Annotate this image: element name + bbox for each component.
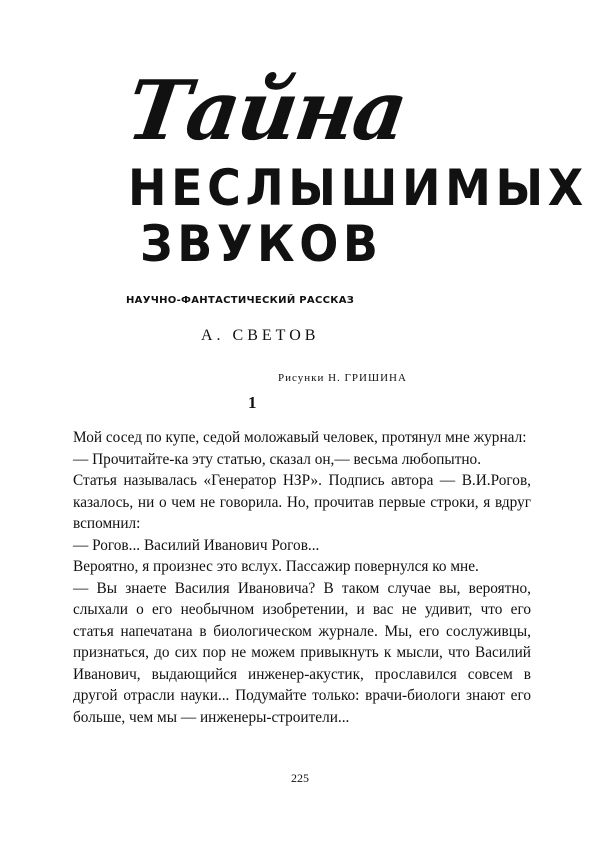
paragraph: Статья называлась «Генератор НЗР». Подпись автора — В.И.Рогов, казалось, ни о чем не говорила. Но, прочитав первые строки, я вдруг вспомнил: xyxy=(73,472,531,532)
genre-subtitle: НАУЧНО-ФАНТАСТИЧЕСКИЙ РАССКАЗ xyxy=(126,295,355,306)
title-line-2: ЗВУКОВ xyxy=(140,215,383,273)
title-script: Тайна xyxy=(121,63,412,159)
illustrator-credit: Рисунки Н. ГРИШИНА xyxy=(278,372,407,384)
author: А. СВЕТОВ xyxy=(201,327,320,344)
paragraph: — Рогов... Василий Иванович Рогов... xyxy=(73,536,320,554)
page-number: 225 xyxy=(291,771,309,785)
body-text xyxy=(73,427,531,728)
paragraph: — Прочитайте-ка эту статью, сказал он,— весьма любопытно. xyxy=(73,450,482,468)
paragraph: Мой сосед по купе, седой моложавый человек, протянул мне журнал: xyxy=(73,429,527,446)
title-line-1: НЕСЛЫШИМЫХ xyxy=(128,159,588,217)
chapter-number: 1 xyxy=(248,393,257,412)
paragraph: — Вы знаете Василия Ивановича? В таком случае вы, вероятно, слыхали о его необычном изобретении, и вас не удивит, что его статья напечатана в биологическом журнале. Мы, его сослуживцы, признаться, до сих пор не можем привыкнуть к мысли, что Василий Иванович, выдающийся инженер-акустик, прославился совсем в другой отрасли науки... Подумайте только: врачи-биологи знают его больше, чем мы — инженеры-строители... xyxy=(73,579,531,726)
paragraph: Вероятно, я произнес это вслух. Пассажир повернулся ко мне. xyxy=(73,558,479,575)
